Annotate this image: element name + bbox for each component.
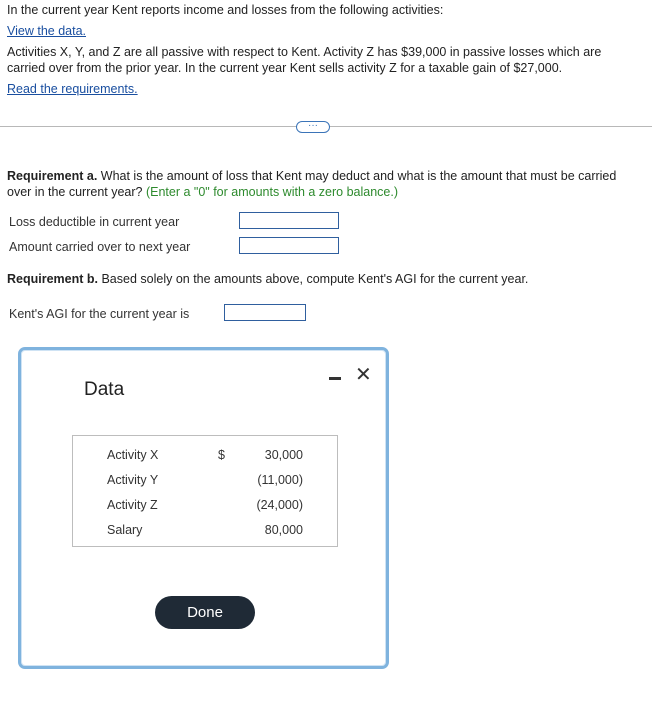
row-label-activity-x: Activity X (107, 448, 159, 462)
minimize-icon[interactable] (329, 377, 341, 380)
dialog-title: Data (84, 379, 125, 400)
requirement-b-question: Based solely on the amounts above, compute Kent's AGI for the current year. (98, 272, 529, 286)
row-label-salary: Salary (107, 523, 143, 537)
agi-input[interactable] (224, 304, 306, 321)
amount-carried-label: Amount carried over to next year (9, 240, 191, 254)
amount-carried-input[interactable] (239, 237, 339, 254)
zero-balance-hint: (Enter a "0" for amounts with a zero balance.) (145, 185, 399, 199)
requirement-a-heading: Requirement a. (7, 169, 98, 183)
row-value-salary: 80,000 (264, 523, 303, 537)
row-value-activity-x: 30,000 (264, 448, 303, 462)
requirement-a-text (7, 168, 616, 184)
requirement-a-question: What is the amount of loss that Kent may deduct and what is the amount that must be carried (97, 169, 617, 183)
view-data-link[interactable]: View the data. (7, 24, 86, 38)
close-icon[interactable]: ✕ (355, 364, 372, 386)
done-button[interactable]: Done (155, 596, 255, 629)
requirement-b-text (7, 271, 528, 287)
requirement-b-heading: Requirement b. (7, 272, 98, 286)
intro-text: In the current year Kent reports income and losses from the following activities: (7, 3, 444, 17)
intro-text-3: carried over from the prior year. In the current year Kent sells activity Z for a taxable gain of $27,000. (7, 61, 563, 75)
requirement-a-text-2 (7, 184, 398, 200)
agi-label: Kent's AGI for the current year is (9, 307, 190, 321)
read-requirements-link[interactable]: Read the requirements. (7, 82, 138, 96)
requirement-a-question-2: over in the current year? (7, 185, 146, 199)
data-dialog (18, 347, 389, 669)
row-label-activity-y: Activity Y (107, 473, 159, 487)
row-value-activity-z: (24,000) (256, 498, 303, 512)
loss-deductible-input[interactable] (239, 212, 339, 229)
row-value-activity-y: (11,000) (257, 473, 303, 487)
currency-symbol: $ (218, 448, 225, 462)
loss-deductible-label: Loss deductible in current year (9, 215, 180, 229)
intro-text-2: Activities X, Y, and Z are all passive with respect to Kent. Activity Z has $39,000 in passive losses which are (7, 45, 602, 59)
row-label-activity-z: Activity Z (107, 498, 158, 512)
expand-button[interactable]: ··· (296, 121, 330, 133)
data-table (72, 435, 338, 547)
